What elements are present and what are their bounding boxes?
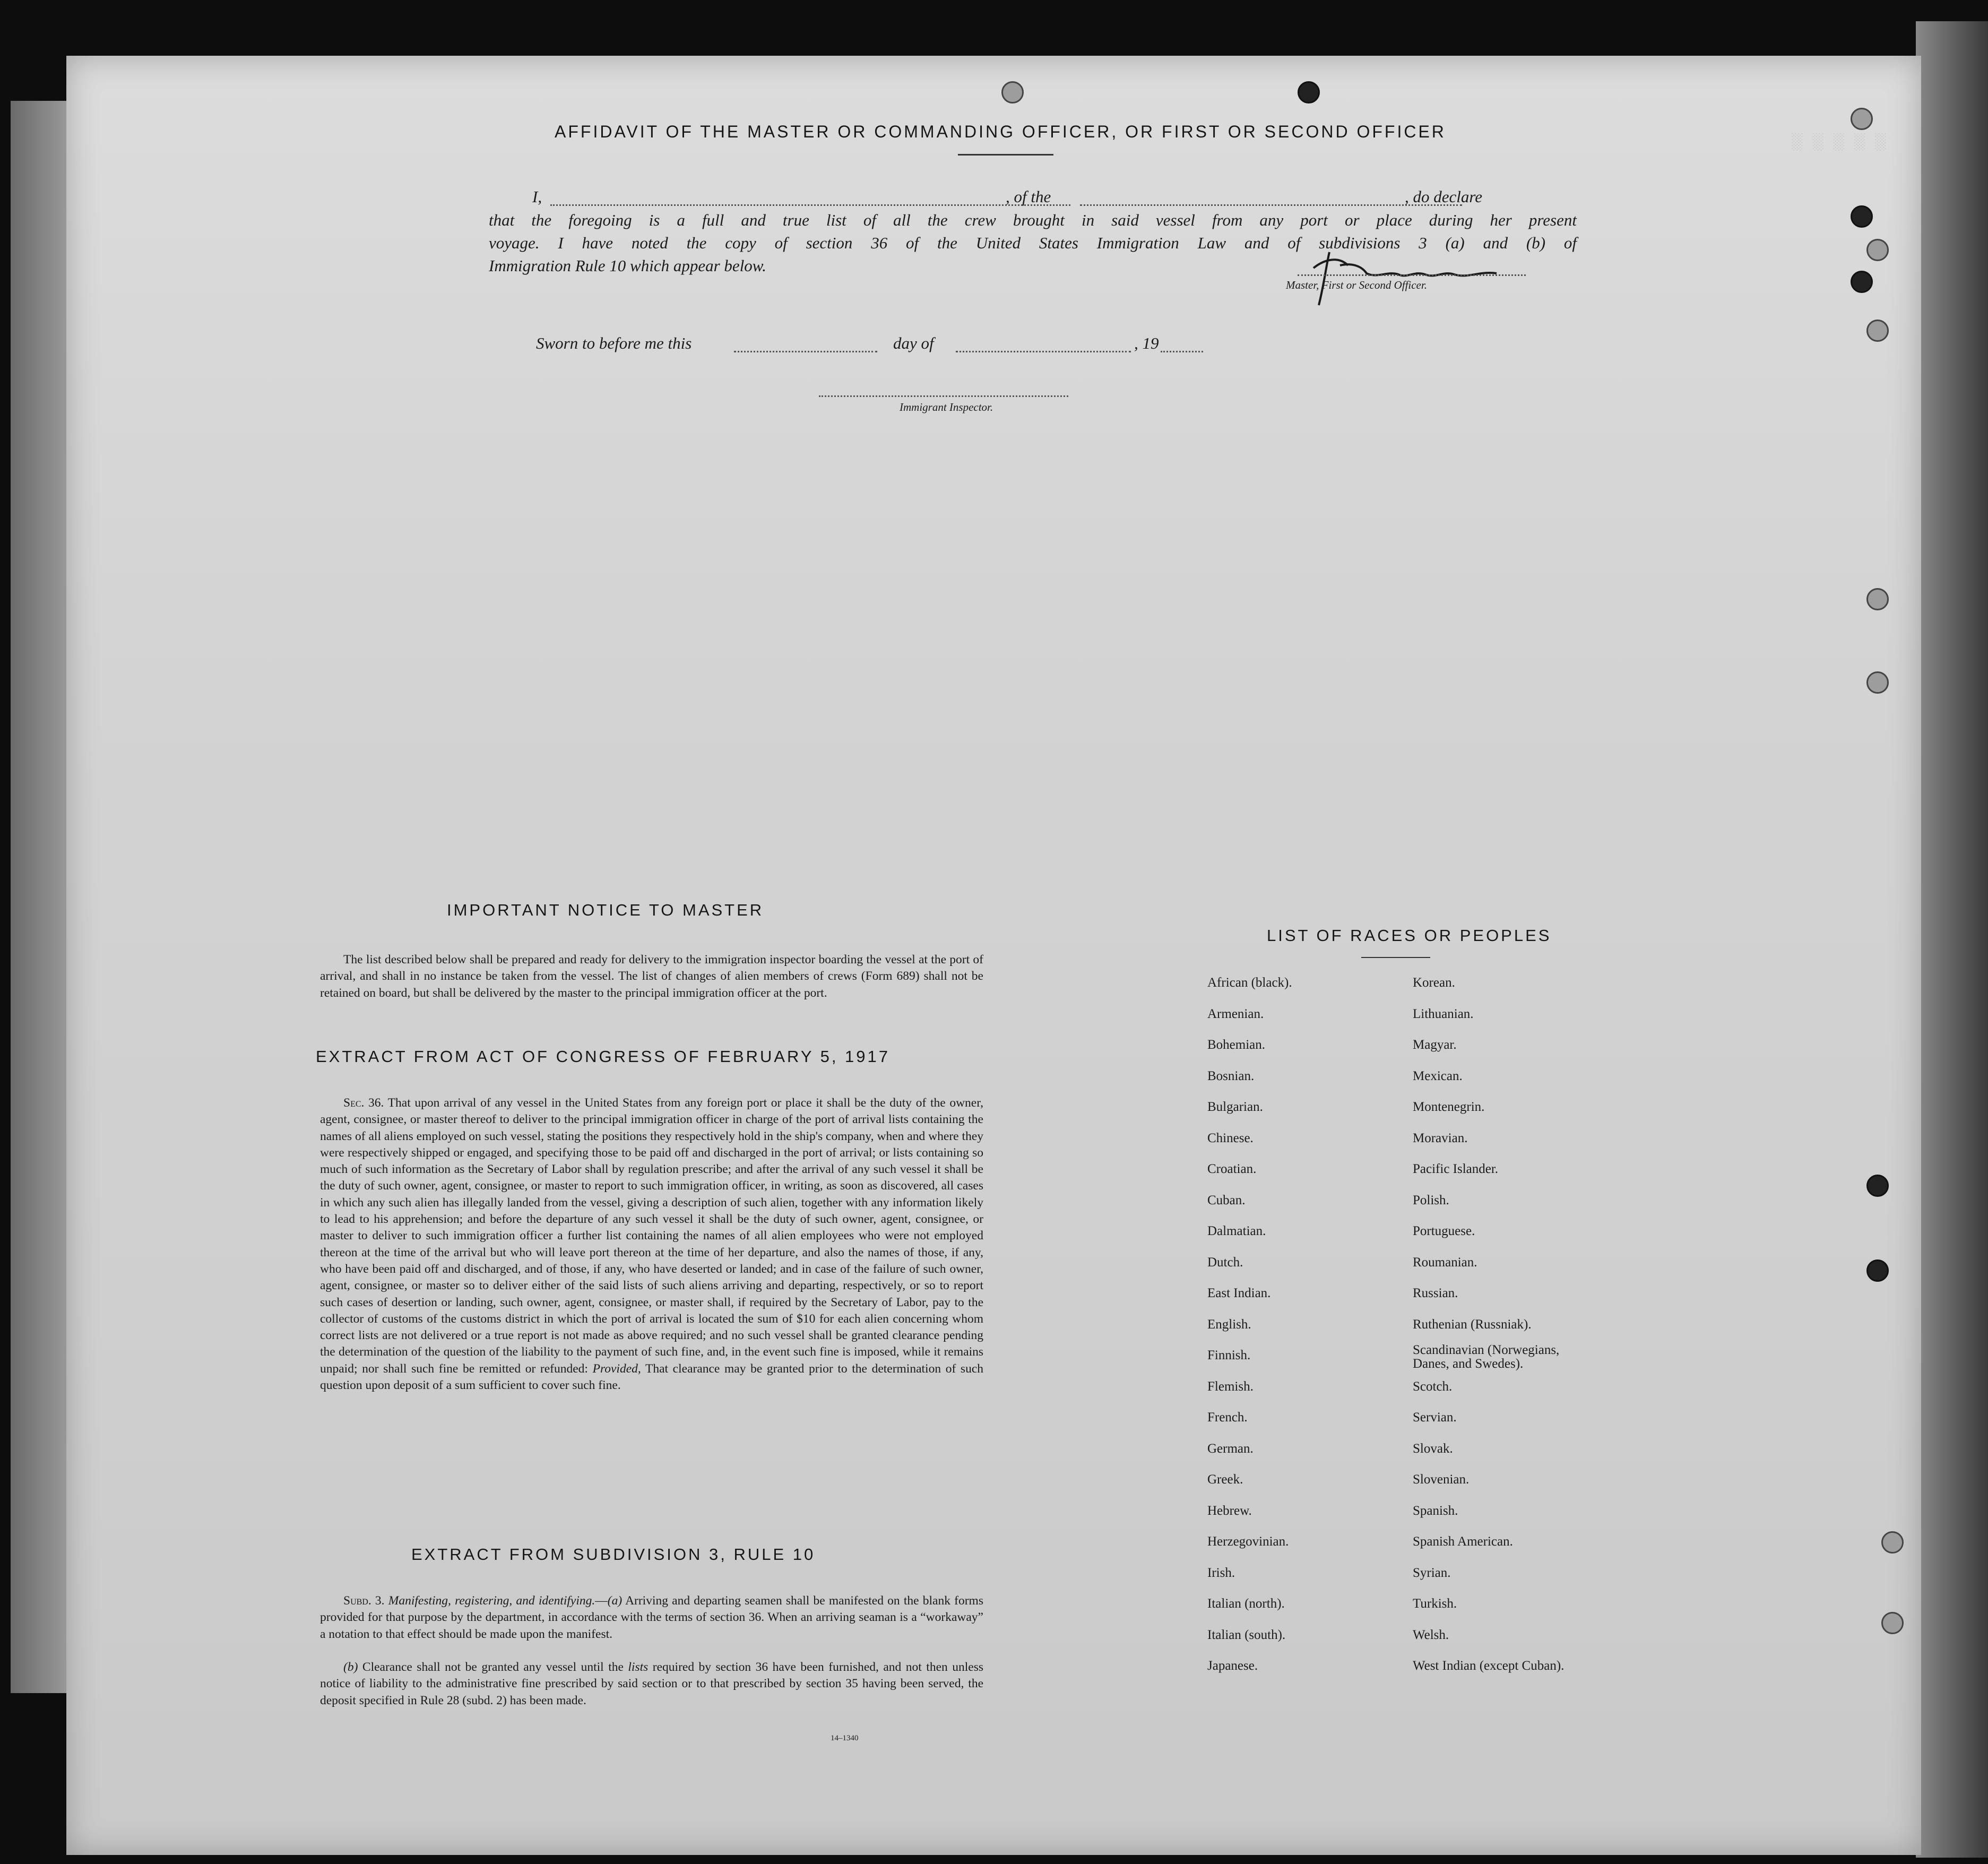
race-item: Ruthenian (Russniak). — [1413, 1317, 1532, 1332]
affidavit-i: I, — [532, 187, 542, 206]
underlying-page-right-edge — [1916, 21, 1988, 1858]
race-item: Russian. — [1413, 1286, 1458, 1300]
bleed-through-text: ░░░░░ — [1791, 133, 1896, 150]
sworn-month-blank[interactable] — [956, 351, 1131, 352]
notice-text: The list described below shall be prepared and ready for delivery to the immigration inspector boarding the vessel at the port of arrival, and shall in no instance be taken from the vessel. The list of changes of alien members of crews (Form 689) shall not be retained on board, but shall be delivered by the master to the principal immigration officer at the port. — [320, 953, 983, 1000]
race-item: Servian. — [1413, 1410, 1457, 1425]
title-rule — [958, 154, 1053, 156]
subd-b-label: (b) — [343, 1660, 358, 1674]
inspector-signature-line[interactable] — [819, 395, 1068, 397]
race-item: Dutch. — [1207, 1255, 1243, 1270]
race-item: Italian (south). — [1207, 1627, 1286, 1642]
subd-b-text-2: required by section 36 have been furnished, and not then unless notice of liability to the administrative fine prescribed by said section or to that prescribed by section 35 having been served, the deposit specified in Rule 28 (subd. 2) has been made. — [320, 1660, 983, 1707]
notice-title: IMPORTANT NOTICE TO MASTER — [447, 901, 764, 919]
punch-hole — [1866, 239, 1889, 261]
subd-heading: Manifesting, registering, and identifying. — [388, 1594, 595, 1608]
race-item: Korean. — [1413, 976, 1455, 990]
race-item: Dalmatian. — [1207, 1224, 1266, 1238]
form-number: 14–1340 — [831, 1734, 859, 1742]
punch-hole — [1298, 81, 1320, 103]
provided-label: Provided, — [592, 1361, 641, 1376]
sworn-year-blank[interactable] — [1161, 351, 1203, 352]
affidavit-do-declare: , do declare — [1405, 187, 1483, 206]
races-title-rule — [1361, 957, 1430, 958]
rule-subd-b — [320, 1659, 983, 1709]
race-item: African (black). — [1207, 976, 1292, 990]
inspector-caption: Immigrant Inspector. — [900, 401, 993, 413]
race-item: French. — [1207, 1410, 1248, 1425]
race-item: English. — [1207, 1317, 1251, 1332]
race-item: East Indian. — [1207, 1286, 1271, 1300]
master-name-blank[interactable] — [550, 204, 1070, 206]
race-item: Syrian. — [1413, 1565, 1451, 1580]
affidavit-of-the: , of the — [1006, 187, 1051, 206]
affidavit-line-4: Immigration Rule 10 which appear below. — [489, 256, 766, 275]
race-item: Welsh. — [1413, 1627, 1449, 1642]
race-item: Croatian. — [1207, 1162, 1257, 1176]
race-item: Hebrew. — [1207, 1503, 1252, 1518]
sworn-prefix: Sworn to before me this — [536, 334, 692, 352]
race-item: Bosnian. — [1207, 1068, 1255, 1083]
race-item: Finnish. — [1207, 1348, 1251, 1362]
sworn-day-of: day of — [893, 334, 934, 352]
punch-hole — [1851, 271, 1873, 293]
affidavit-line-3: voyage. I have noted the copy of section 36 of the United States Immigration Law and of subdivisions 3 (a) and (b) of — [489, 234, 1577, 252]
subd-b-lists: lists — [628, 1660, 649, 1674]
race-item: Pacific Islander. — [1413, 1162, 1499, 1176]
signature-caption: Master, First or Second Officer. — [1286, 279, 1427, 291]
section-36-text: That upon arrival of any vessel in the United States from any foreign port or place it shall be the duty of the owner, agent, consignee, or master thereof to deliver to the principal immigration officer in charge of the port of arrival lists containing the names of all aliens employed on such vessel, stating the positions they respectively hold in the ship's company, when and where they were respectively shipped or engaged, and specifying those to be paid off and discharged in the port of arrival; or lists containing so much of such information as the Secretary of Labor shall by regulation prescribe; and after the arrival of any such vessel it shall be the duty of such owner, agent, consignee, or master to report to such immigration officer, in writing, as soon as discovered, all cases in which any such alien has illegally landed from the vessel, giving a description of such alien, together with any information likely to lead to his apprehension; and before the departure of any such vessel it shall be the duty of such owner, agent, consignee, or master to deliver to such immigration officer a further list containing the names of all alien employees who were not employed thereon at the time of the arrival but who will leave port thereon at the time of her departure, and also the names of those, if any, who have been paid off and discharged, and of those, if any, who have deserted or landed; and in case of the failure of such owner, agent, consignee, or master so to deliver either of the said lists of such aliens arriving and departing, respectively, or so to report such cases of desertion or landing, such owner, agent, consignee, or master shall, if required by the Secretary of Labor, pay to the collector of customs of the customs district in which the port of arrival is located the sum of $10 for each alien concerning whom correct lists are not delivered or a true report is not made as above required; and no such vessel shall be granted clearance pending the determination of the question of the liability to the payment of such fine, and, in the event such fine is imposed, while it remains unpaid; nor shall such fine be remitted or refunded: — [320, 1096, 984, 1376]
provided-text: That clearance may be granted prior to the determination of such question upon deposit of a sum sufficient to cover such fine. — [320, 1361, 983, 1393]
punch-hole — [1866, 671, 1889, 694]
section-label: Sec. 36. — [343, 1096, 384, 1110]
race-item: Lithuanian. — [1413, 1006, 1474, 1021]
race-item: Flemish. — [1207, 1379, 1254, 1394]
affidavit-title: AFFIDAVIT OF THE MASTER OR COMMANDING OFFICER, OR FIRST OR SECOND OFFICER — [555, 122, 1446, 141]
race-item: Turkish. — [1413, 1597, 1457, 1611]
races-list-right — [1413, 968, 1593, 1682]
race-item: Herzegovinian. — [1207, 1534, 1289, 1549]
act-extract-title: EXTRACT FROM ACT OF CONGRESS OF FEBRUARY 5, 1917 — [316, 1047, 891, 1066]
punch-hole — [1851, 108, 1873, 130]
punch-hole — [1866, 1175, 1889, 1197]
races-title: LIST OF RACES OR PEOPLES — [1267, 926, 1552, 945]
race-item: Mexican. — [1413, 1068, 1463, 1083]
affidavit-line-2: that the foregoing is a full and true list of all the crew brought in said vessel from any port or place during her present — [489, 211, 1577, 229]
race-item: Chinese. — [1207, 1131, 1254, 1145]
race-item: Bulgarian. — [1207, 1100, 1263, 1114]
race-item: Spanish American. — [1413, 1534, 1513, 1549]
punch-hole — [1866, 320, 1889, 342]
punch-hole — [1851, 205, 1873, 228]
races-list-left — [1207, 968, 1292, 1682]
punch-hole — [1866, 1259, 1889, 1282]
sworn-day-blank[interactable] — [734, 351, 877, 352]
race-item: Slovak. — [1413, 1441, 1453, 1456]
race-item: Scandinavian (Norwegians, Danes, and Swedes). — [1413, 1343, 1560, 1371]
race-item: Roumanian. — [1413, 1255, 1477, 1270]
race-item: Italian (north). — [1207, 1597, 1285, 1611]
document-sheet — [66, 56, 1921, 1855]
race-item: German. — [1207, 1441, 1254, 1456]
race-item: West Indian (except Cuban). — [1413, 1659, 1565, 1673]
subd-a-text: Arriving and departing seamen shall be manifested on the blank forms provided for that purpose by the department, in accordance with the terms of section 36. When an arriving seaman is a “workaway” a notation to that effect should be made upon the manifest. — [320, 1594, 983, 1641]
subd-a-label: (a) — [607, 1594, 623, 1608]
race-item: Irish. — [1207, 1565, 1235, 1580]
race-item: Montenegrin. — [1413, 1100, 1485, 1114]
rule-extract-title: EXTRACT FROM SUBDIVISION 3, RULE 10 — [411, 1545, 816, 1564]
punch-hole — [1881, 1612, 1904, 1634]
race-item: Portuguese. — [1413, 1224, 1475, 1238]
race-item: Scotch. — [1413, 1379, 1453, 1394]
race-item: Polish. — [1413, 1193, 1449, 1207]
punch-hole — [1881, 1531, 1904, 1554]
subd-label: Subd. 3. — [343, 1594, 385, 1608]
race-item: Armenian. — [1207, 1006, 1264, 1021]
rule-subd-a: Subd. 3. Manifesting, registering, and identifying.—(a) Arriving and departing seamen shall be manifested on the blank forms provided for that purpose by the department, in accordance with the terms of section 36. When an arriving seaman is a “workaway” a notation to that effect should be made upon the manifest. — [320, 1594, 983, 1641]
act-extract-text — [320, 1095, 983, 1394]
race-item: Spanish. — [1413, 1503, 1458, 1518]
race-item: Japanese. — [1207, 1659, 1258, 1673]
race-item: Greek. — [1207, 1472, 1243, 1487]
underlying-page-left-edge — [11, 101, 69, 1693]
punch-hole — [1001, 81, 1024, 103]
race-item: Moravian. — [1413, 1131, 1468, 1145]
sworn-year: , 19 — [1134, 334, 1159, 352]
race-item: Slovenian. — [1413, 1472, 1470, 1487]
race-item: Cuban. — [1207, 1193, 1246, 1207]
subd-b-text-1: Clearance shall not be granted any vessel until the — [362, 1660, 624, 1674]
punch-hole — [1866, 588, 1889, 610]
signature-line — [1298, 274, 1526, 276]
race-item: Magyar. — [1413, 1038, 1457, 1052]
race-item: Bohemian. — [1207, 1038, 1266, 1052]
